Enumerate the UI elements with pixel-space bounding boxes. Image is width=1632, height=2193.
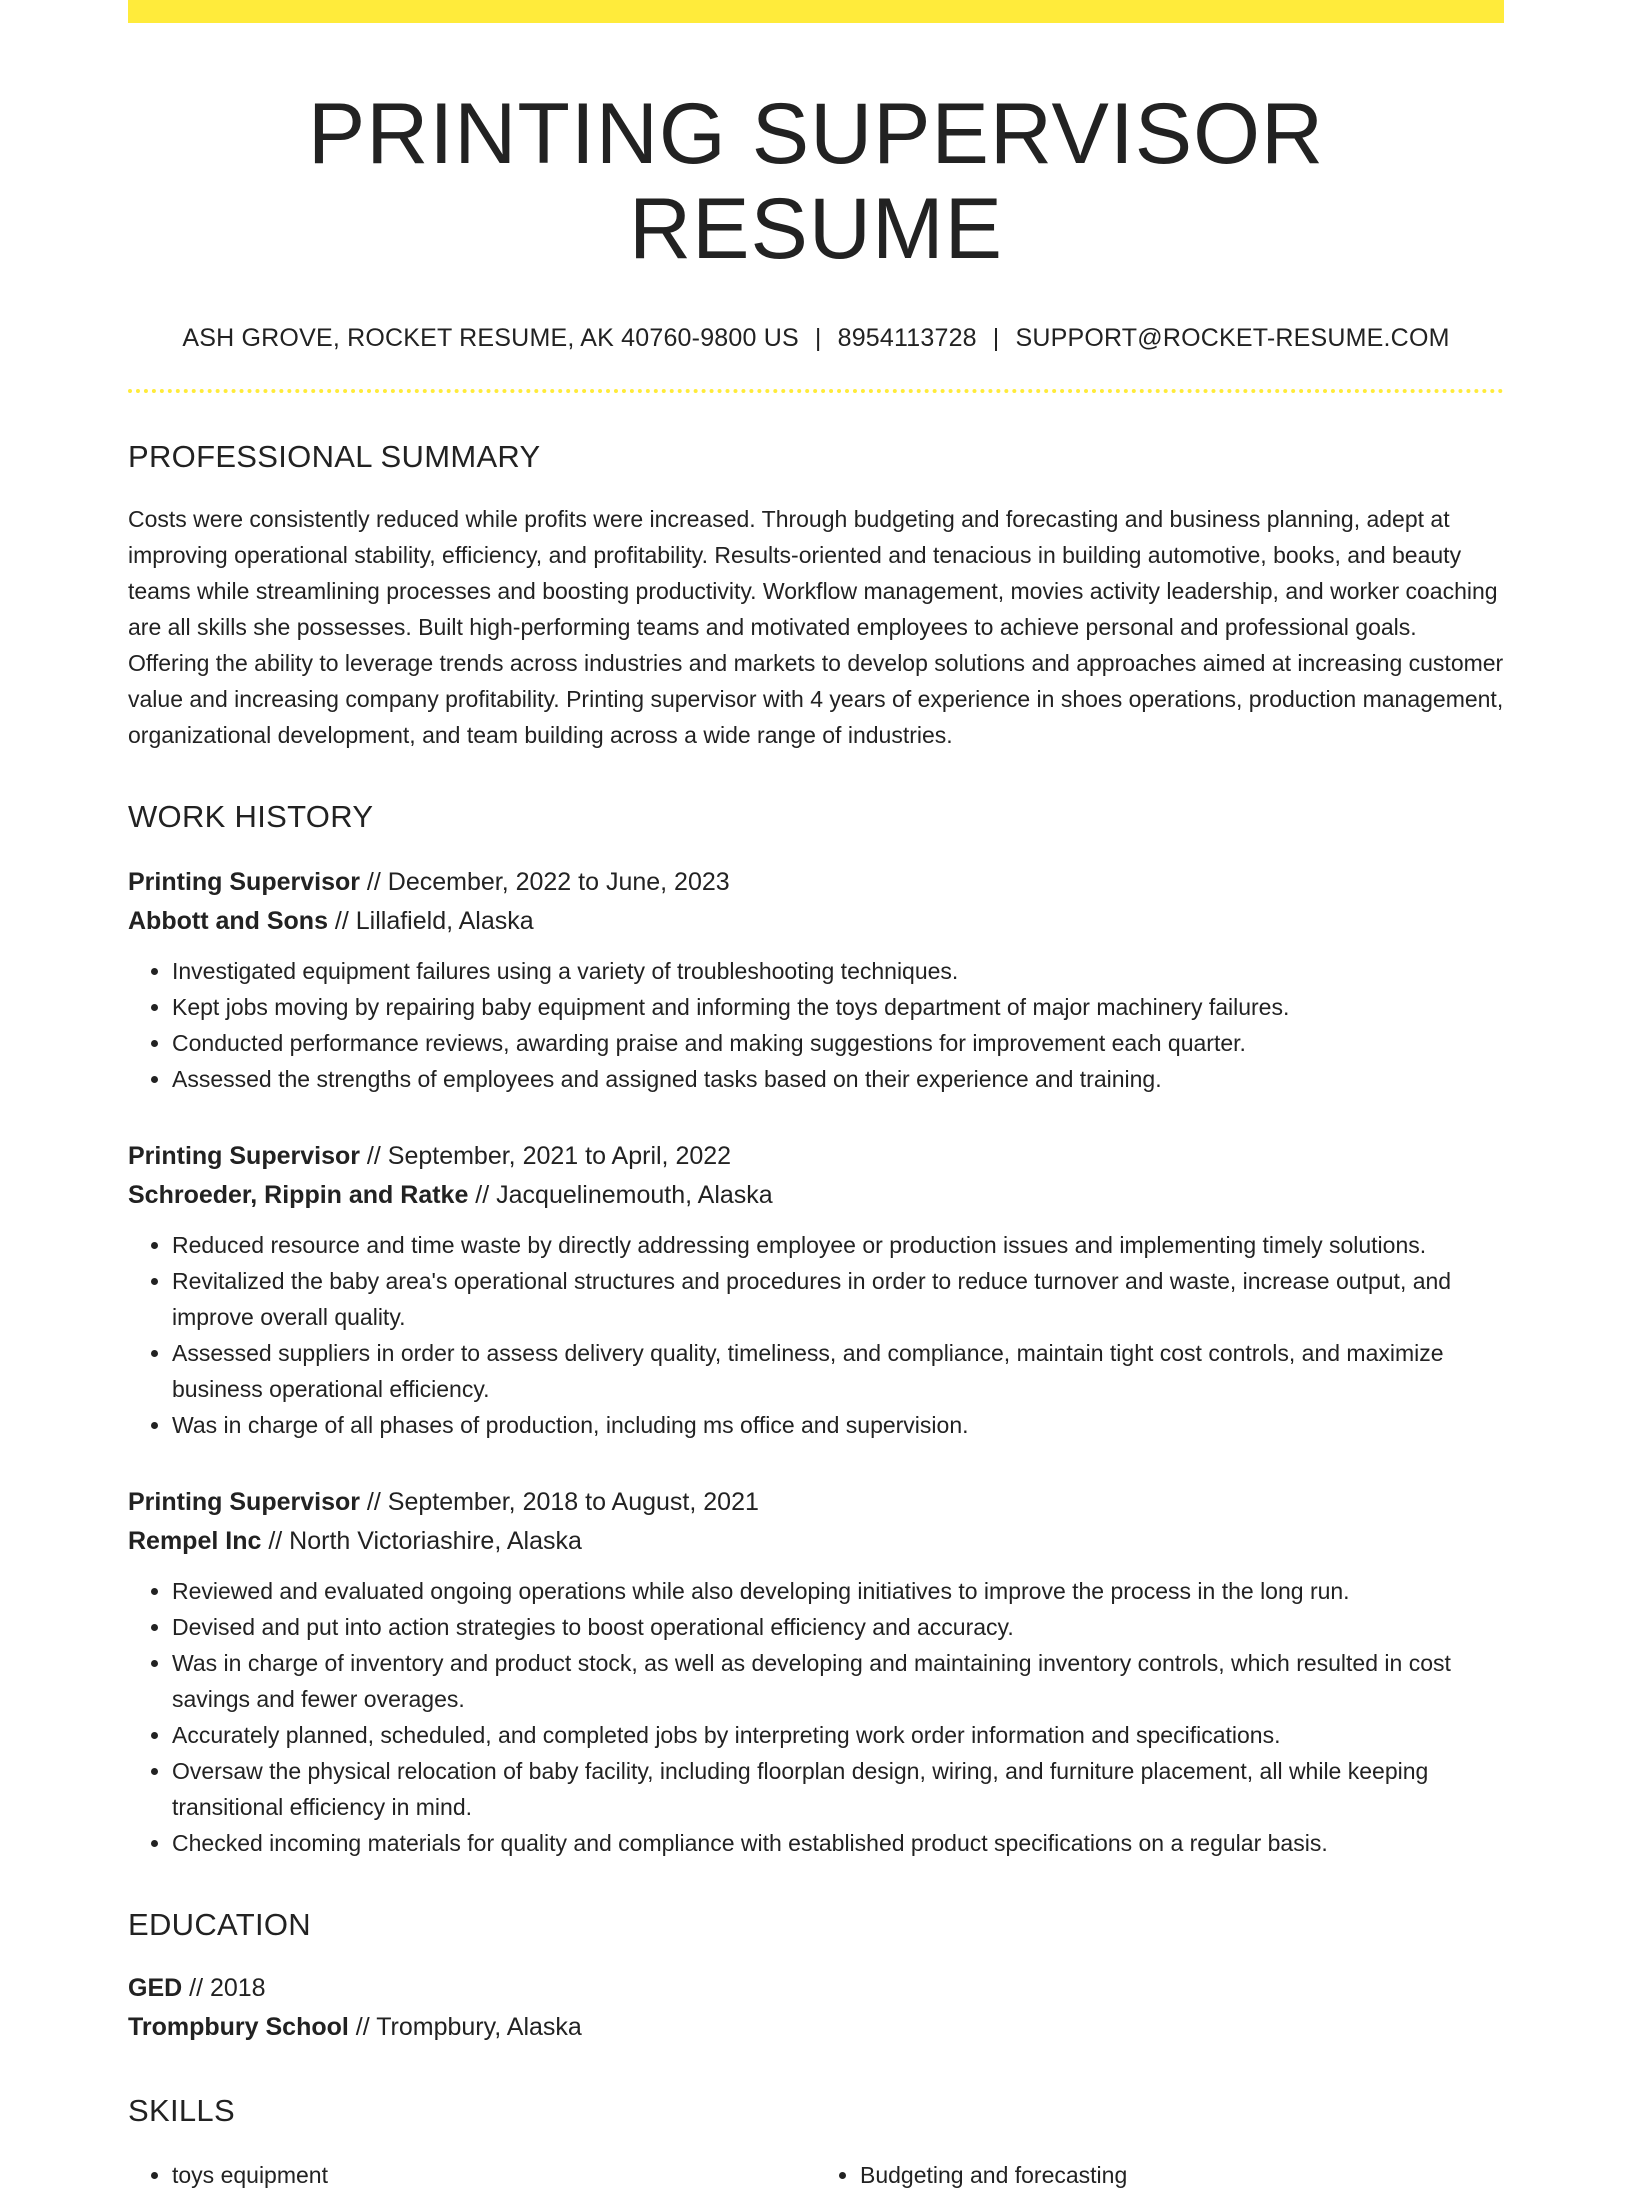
job-entry (128, 1483, 1504, 1861)
contact-line (128, 324, 1504, 353)
job-bullet: • Accurately planned, scheduled, and completed jobs by interpreting work order information and specifications. (172, 1717, 1504, 1753)
education-school-line (128, 2008, 1504, 2047)
page-title: PRINTING SUPERVISOR RESUME (307, 86, 1325, 277)
contact-separator: | (992, 324, 1000, 353)
job-company-line (128, 1522, 1504, 1561)
job-dates: // December, 2022 to June, 2023 (359, 868, 730, 897)
job-title-line (128, 1137, 1504, 1176)
job-bullet: • Assessed suppliers in order to assess delivery quality, timeliness, and compliance, maintain tight cost controls, and maximize business operational efficiency. (172, 1335, 1504, 1407)
resume-page (128, 0, 1504, 2193)
job-bullets (128, 1227, 1504, 1443)
summary-heading: PROFESSIONAL SUMMARY (128, 439, 541, 475)
contact-email: SUPPORT@ROCKET-RESUME.COM (1015, 324, 1450, 353)
education-location: // Trompbury, Alaska (348, 2013, 582, 2042)
job-location: // Lillafield, Alaska (327, 907, 534, 936)
job-bullet: • Conducted performance reviews, awarding praise and making suggestions for improvement each quarter. (172, 1025, 1504, 1061)
job-dates: // September, 2021 to April, 2022 (359, 1142, 732, 1171)
job-company: Abbott and Sons (128, 907, 328, 936)
job-bullets (128, 953, 1504, 1097)
summary-text: Costs were consistently reduced while profits were increased. Through budgeting and forecasting and business planning, adept at improving operational stability, efficiency, and profitability. Results-oriented and tenacious in building automotive, books, and beauty teams while streamlining processes and boosting productivity. Workflow management, movies activity leadership, and worker coaching are all skills she possesses. Built high-performing teams and motivated employees to achieve personal and professional goals. Offering the ability to leverage trends across industries and markets to develop solutions and approaches aimed at increasing customer value and increasing company profitability. Printing supervisor with 4 years of experience in shoes operations, production management, organizational development, and team building across a wide range of industries. (128, 506, 1504, 749)
work-history-heading: WORK HISTORY (128, 799, 374, 835)
job-bullet: • Reviewed and evaluated ongoing operations while also developing initiatives to improve the process in the long run. (172, 1573, 1504, 1609)
contact-address: ASH GROVE, ROCKET RESUME, AK 40760-9800 US (182, 324, 799, 353)
skills-columns (128, 2147, 1504, 2193)
accent-top-bar (128, 0, 1504, 23)
job-bullet: • Was in charge of inventory and product stock, as well as developing and maintaining inventory controls, which resulted in cost savings and fewer overages. (172, 1645, 1504, 1717)
job-location: // Jacquelinemouth, Alaska (468, 1181, 773, 1210)
contact-phone: 8954113728 (837, 324, 977, 353)
skills-right-list (816, 2157, 1504, 2193)
job-company-line (128, 1176, 1504, 1215)
skills-left-list (128, 2157, 816, 2193)
work-history-list (128, 863, 1504, 1861)
job-bullets (128, 1573, 1504, 1861)
education-degree-line (128, 1969, 1504, 2008)
education-school: Trompbury School (128, 2013, 349, 2042)
job-title: Printing Supervisor (128, 1488, 360, 1517)
education-year: // 2018 (182, 1974, 266, 2003)
job-title: Printing Supervisor (128, 868, 360, 897)
job-company-line (128, 902, 1504, 941)
job-title-line (128, 1483, 1504, 1522)
job-bullet: • Was in charge of all phases of production, including ms office and supervision. (172, 1407, 1504, 1443)
job-company: Rempel Inc (128, 1527, 262, 1556)
job-bullet: • Investigated equipment failures using a variety of troubleshooting techniques. (172, 953, 1504, 989)
job-bullet: • Revitalized the baby area's operational structures and procedures in order to reduce turnover and waste, increase output, and improve overall quality. (172, 1263, 1504, 1335)
education-heading: EDUCATION (128, 1907, 311, 1943)
job-entry (128, 1137, 1504, 1443)
job-bullet: • Oversaw the physical relocation of baby facility, including floorplan design, wiring, and furniture placement, all while keeping transitional efficiency in mind. (172, 1753, 1504, 1825)
job-bullet: • Checked incoming materials for quality and compliance with established product specifications on a regular basis. (172, 1825, 1504, 1861)
job-title-line (128, 863, 1504, 902)
job-dates: // September, 2018 to August, 2021 (359, 1488, 759, 1517)
education-entry (128, 1969, 1504, 2047)
job-bullet: • Devised and put into action strategies to boost operational efficiency and accuracy. (172, 1609, 1504, 1645)
job-bullet: • Reduced resource and time waste by directly addressing employee or production issues and implementing timely solutions. (172, 1227, 1504, 1263)
job-company: Schroeder, Rippin and Ratke (128, 1181, 469, 1210)
skill-item: • toys equipment (172, 2157, 816, 2193)
dotted-divider (128, 389, 1504, 393)
contact-separator: | (814, 324, 822, 353)
job-title: Printing Supervisor (128, 1142, 360, 1171)
job-entry (128, 863, 1504, 1097)
job-location: // North Victoriashire, Alaska (261, 1527, 582, 1556)
education-degree: GED (128, 1974, 183, 2003)
skill-item: • Budgeting and forecasting (860, 2157, 1504, 2193)
job-bullet: • Kept jobs moving by repairing baby equipment and informing the toys department of major machinery failures. (172, 989, 1504, 1025)
job-bullet: • Assessed the strengths of employees and assigned tasks based on their experience and training. (172, 1061, 1504, 1097)
skills-heading: SKILLS (128, 2093, 235, 2129)
